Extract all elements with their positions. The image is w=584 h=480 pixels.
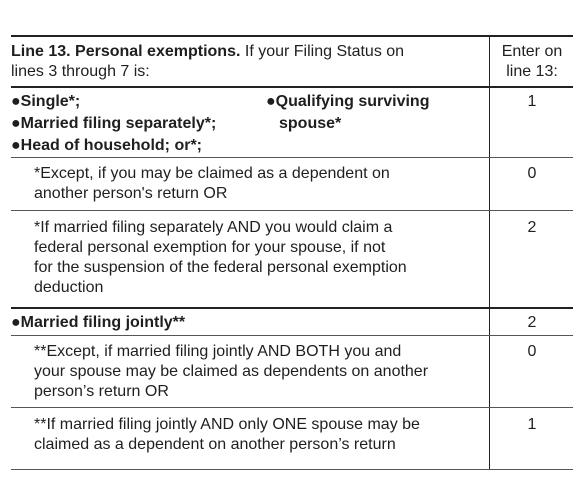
value-row-4: 2 xyxy=(527,314,537,331)
row-text-line: **If married filing jointly AND only ONE spouse may be xyxy=(34,416,420,433)
row-text-line: *Except, if you may be claimed as a dependent on xyxy=(34,165,390,182)
row-text-line: deduction xyxy=(34,279,104,296)
row-text-line: **Except, if married filing jointly AND BOTH you and xyxy=(34,343,402,360)
bullet-icon: ● xyxy=(11,314,21,331)
row-mfs-spouse-exemption xyxy=(11,218,504,298)
top-rule xyxy=(11,35,573,37)
header-title: Line 13. Personal exemptions. xyxy=(11,43,241,60)
bullet-qss xyxy=(266,92,429,112)
table-header xyxy=(11,42,481,82)
bullet-mfj-label: Married filing jointly** xyxy=(20,314,186,331)
row-text-line: for the suspension of the federal personal exemption xyxy=(34,259,407,276)
value-row-1: 1 xyxy=(527,93,537,110)
header-right xyxy=(491,42,573,82)
header-line1 xyxy=(11,42,481,62)
row-mfj xyxy=(11,313,481,333)
bottom-rule xyxy=(11,469,573,470)
row-except-dependent xyxy=(11,164,504,204)
row-mfj-one-dependent xyxy=(11,415,504,455)
row-text-line: federal personal exemption for your spouse, if not xyxy=(34,239,386,256)
bullet-mfs xyxy=(11,114,216,134)
bullet-single xyxy=(11,92,80,112)
header-title-rest: If your Filing Status on xyxy=(240,43,405,60)
row-text-line: person’s return OR xyxy=(34,383,169,400)
row-mfj-both-dependents xyxy=(11,342,504,402)
row-text-line: another person's return OR xyxy=(34,185,228,202)
row-rule xyxy=(11,335,573,336)
header-rule xyxy=(11,86,573,88)
bullet-icon: ● xyxy=(11,115,21,132)
header-right-line1: Enter on xyxy=(501,43,563,60)
row-text-line: *If married filing separately AND you would claim a xyxy=(34,219,393,236)
bullet-icon: ● xyxy=(266,93,276,110)
row-rule xyxy=(11,157,573,158)
bullet-mfs-label: Married filing separately*; xyxy=(20,115,217,132)
exemptions-table xyxy=(11,0,573,480)
bullet-qss-label-2: spouse* xyxy=(279,115,342,132)
bullet-icon: ● xyxy=(11,137,21,154)
row-single-hoh xyxy=(11,92,481,158)
row-text-line: your spouse may be claimed as dependents on another xyxy=(34,363,429,380)
value-row-5: 0 xyxy=(527,343,537,360)
header-right-line2: line 13: xyxy=(506,63,558,80)
bullet-hoh xyxy=(11,136,202,156)
bullet-qss-label-1: Qualifying surviving xyxy=(275,93,430,110)
bullet-single-label: Single*; xyxy=(20,93,81,110)
value-row-3: 2 xyxy=(527,219,537,236)
value-row-2: 0 xyxy=(527,165,537,182)
bullet-icon: ● xyxy=(11,93,21,110)
value-row-6: 1 xyxy=(527,416,537,433)
bullet-hoh-label: Head of household; or*; xyxy=(20,137,202,154)
row-text-line: claimed as a dependent on another person’s return xyxy=(34,436,396,453)
row-rule xyxy=(11,210,573,211)
row-rule xyxy=(11,407,573,408)
header-line2: lines 3 through 7 is: xyxy=(11,63,150,80)
section-rule xyxy=(11,307,573,309)
